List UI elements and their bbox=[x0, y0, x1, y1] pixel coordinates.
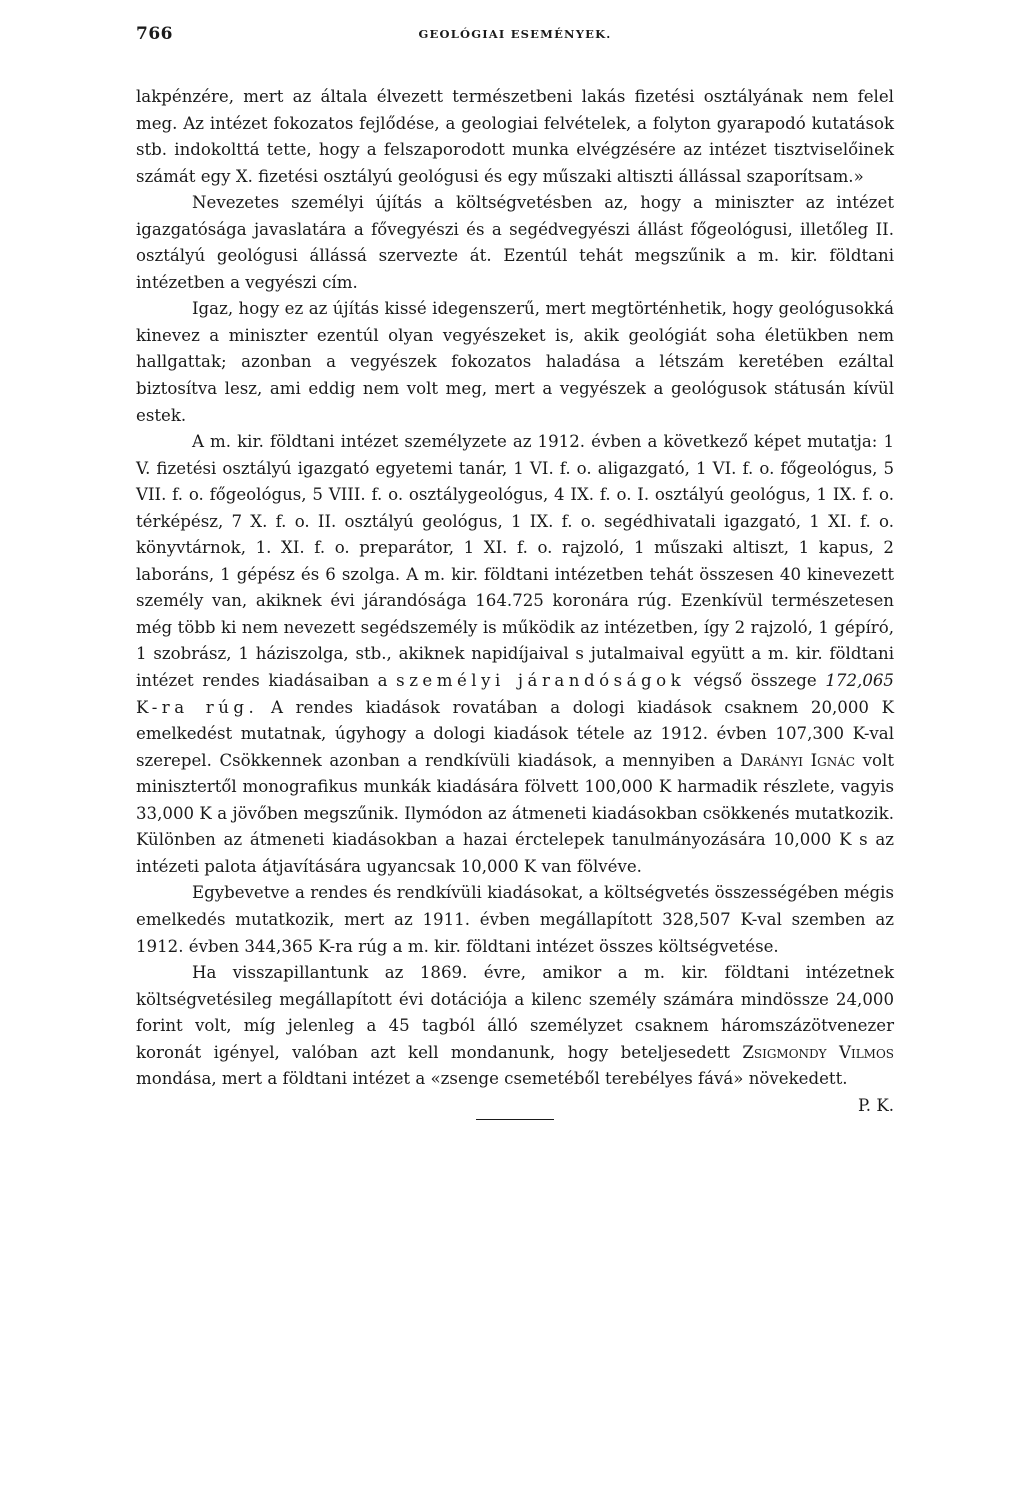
paragraph-4-text-a: A m. kir. földtani intézet személyzete az 1912. évben a következő képet mutatja: 1 V. fizetési osztályú igazgató egyetemi tanár, 1 VI. f. o. aligazgató, 1 VI. f. o. főgeológus, 5 VII. f. o. főgeológus, 5 VIII. f. o. osztálygeológus, 4 IX. f. o. I. osztályú geológus, 1 IX. f. o. térképész, 7 X. f. o. II. osztályú geológus, 1 IX. f. o. segédhivatali igazgató, 1 XI. f. o. könyvtárnok, 1. XI. f. o. preparátor, 1 XI. f. o. rajzoló, 1 műszaki altiszt, 1 kapus, 2 laboráns, 1 gépész és 6 szolga. A m. kir. földtani intézetben tehát összesen 40 kinevezett személy van, akiknek évi járandósága 164.725 koronára rúg. Ezenkívül természetesen még több ki nem nevezett segédszemély is működik az intézetben, így 2 rajzoló, 1 gépíró, 1 szobrász, 1 háziszolga, stb., akiknek napidíjaival s jutalmaival együtt a m. kir. földtani intézet rendes kiadásaiban a bbox=[136, 432, 894, 691]
paragraph-6-text-a: Ha visszapillantunk az 1869. évre, amikor a m. kir. földtani intézetnek költségvetésileg megállapított évi dotációja a kilenc személy számára mindössze 24,000 forint volt, míg jelenleg a 45 tagból álló személyzet csaknem háromszázötvenezer koronát igényel, valóban azt kell mondanunk, hogy beteljesedett bbox=[136, 963, 894, 1062]
person-name-zsigmondy: Zsigmondy Vilmos bbox=[742, 1042, 895, 1062]
paragraph-3: Igaz, hogy ez az újítás kissé idegenszerű, mert megtörténhetik, hogy geológusokká kinevez a miniszter ezentúl olyan vegyészeket is, akik geológiát soha életükben nem hallgattak; azonban a vegyészek fokozatos haladása a létszám keretében ezáltal biztosítva lesz, ami eddig nem volt meg, mert a vegyészek a geológusok státusán kívül estek. bbox=[136, 299, 894, 425]
paragraph-4-text-c: A rendes kiadások rovatában a dologi kiadások csaknem 20,000 K emelkedést mutatnak, úgyhogy a dologi kiadások tétele az 1912. évben 107,300 K-val szerepel. Csökkennek azonban a rendkívüli kiadások, a mennyiben a bbox=[136, 697, 894, 770]
closing-rule bbox=[476, 1119, 554, 1120]
article-body bbox=[136, 84, 895, 1115]
running-title: GEOLÓGIAI ESEMÉNYEK. bbox=[418, 27, 612, 41]
spaced-emphasis-currency: K-ra rúg. bbox=[136, 697, 259, 717]
author-signature: P. K. bbox=[857, 1095, 894, 1115]
paragraph-6 bbox=[136, 960, 895, 1115]
paragraph-4 bbox=[136, 429, 894, 880]
paragraph-2: Nevezetes személyi újítás a költségvetésben az, hogy a miniszter az intézet igazgatósága javaslatára a fővegyészi és a segédvegyészi állást főgeológusi, illetőleg II. osztályú geológusi állássá szervezte át. Ezentúl tehát megszűnik a m. kir. földtani intézetben a vegyészi cím. bbox=[136, 193, 894, 292]
spaced-emphasis-personal-allowances: személyi járandóságok bbox=[396, 671, 686, 691]
paragraph-1: lakpénzére, mert az általa élvezett természetbeni lakás fizetési osztályának nem felel meg. Az intézet fokozatos fejlődése, a geologiai felvételek, a folyton gyarapodó kutatások stb. indokolttá tette, hogy a felszaporodott munka elvégzésére az intézet tisztviselőinek számát egy X. fizetési osztályú geológusi és egy műszaki altiszti állással szaporítsam.» bbox=[136, 87, 894, 186]
paragraph-5: Egybevetve a rendes és rendkívüli kiadásokat, a költségvetés összességében mégis emelkedés mutatkozik, mert az 1911. évben megállapított 328,507 K-val szemben az 1912. évben 344,365 K-ra rúg a m. kir. földtani intézet összes költségvetése. bbox=[136, 883, 894, 956]
page bbox=[136, 24, 894, 1120]
paragraph-4-text-b: végső összege bbox=[693, 671, 817, 691]
person-name-daranyi: Darányi Ignác bbox=[740, 750, 856, 770]
paragraph-6-text-b: mondása, mert a földtani intézet a «zsenge csemetéből terebélyes fává» növekedett. bbox=[136, 1069, 848, 1089]
page-number: 766 bbox=[136, 24, 173, 44]
italic-total-amount: 172,065 bbox=[825, 671, 894, 691]
running-head bbox=[136, 24, 894, 56]
paragraph-4-text-d: volt minisztertől monografikus munkák kiadására fölvett 100,000 K harmadik részlete, vagyis 33,000 K a jövőben megszűnik. Ilymódon az átmeneti kiadásokban csökkenés mutatkozik. Különben az átmeneti kiadásokban a hazai érctelepek tanulmányozására 10,000 K s az intézeti palota átjavítására ugyancsak 10,000 K van fölvéve. bbox=[136, 750, 894, 876]
